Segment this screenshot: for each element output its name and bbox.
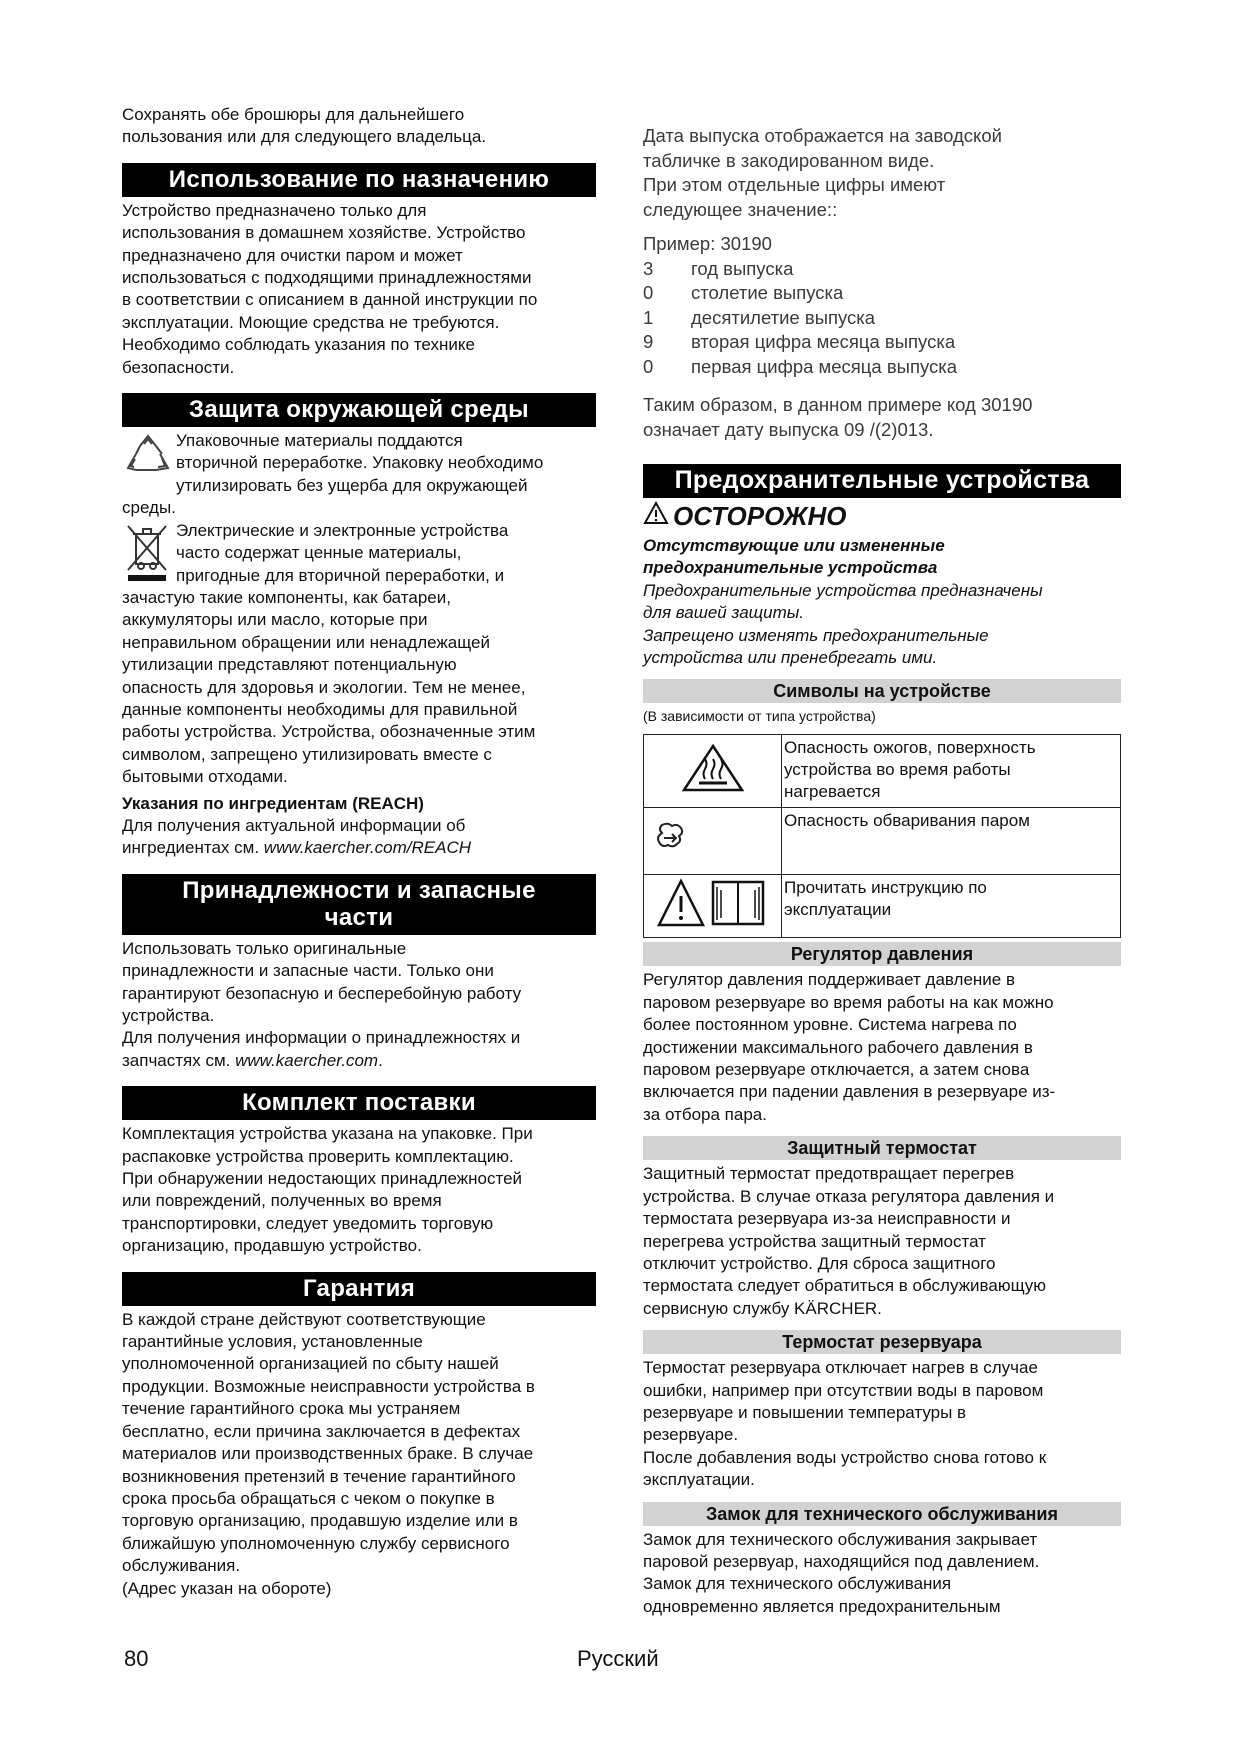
text-span: . bbox=[378, 1050, 383, 1070]
text-line: перегрева устройства защитный термостат bbox=[643, 1231, 986, 1251]
symbol-description bbox=[782, 808, 1121, 875]
text-line: Комплектация устройства указана на упаковке. При bbox=[122, 1124, 533, 1144]
text-line: уполномоченной организацией по сбыту нашей bbox=[122, 1354, 499, 1374]
table-row bbox=[644, 735, 1121, 808]
right-column bbox=[643, 124, 1121, 1618]
text-line: устройства во время работы bbox=[784, 760, 1011, 780]
digit-meaning: столетие выпуска bbox=[691, 282, 844, 303]
text-line: обслуживания. bbox=[122, 1556, 241, 1576]
text-line: (Адрес указан на обороте) bbox=[122, 1578, 332, 1598]
text-line: Дата выпуска отображается на заводской bbox=[643, 125, 1002, 146]
text-line: утилизировать без ущерба для окружающей bbox=[176, 475, 528, 495]
weee-bin-icon bbox=[122, 522, 174, 584]
text-line: продукции. Возможные неисправности устройства в bbox=[122, 1376, 535, 1396]
text-line: Замок для технического обслуживания bbox=[643, 1574, 952, 1594]
text-line: Термостат резервуара отключает нагрев в случае bbox=[643, 1358, 1038, 1378]
hot-surface-icon bbox=[681, 778, 745, 797]
list-item bbox=[643, 281, 1121, 306]
heading-warranty: Гарантия bbox=[122, 1272, 596, 1306]
table-row bbox=[644, 875, 1121, 938]
text-line: нагревается bbox=[784, 782, 881, 802]
digit-meaning: год выпуска bbox=[691, 257, 794, 279]
text-line: более постоянном уровне. Система нагрева по bbox=[643, 1015, 1017, 1035]
text-line: означает дату выпуска 09 /(2)013. bbox=[643, 418, 934, 440]
text-line: Электрические и электронные устройства bbox=[176, 520, 509, 540]
text-line: Опасность обваривания паром bbox=[784, 811, 1030, 831]
text-line: паровом резервуаре отключается, а затем снова bbox=[643, 1060, 1030, 1080]
page-language: Русский bbox=[577, 1646, 659, 1671]
text-line: ближайшую уполномоченную службу сервисного bbox=[122, 1533, 510, 1553]
text-line: В каждой стране действуют соответствующие bbox=[122, 1309, 486, 1329]
text-line: сервисную службу KÄRCHER. bbox=[643, 1298, 882, 1318]
text-line: Прочитать инструкцию по bbox=[784, 878, 987, 898]
digit: 0 bbox=[643, 355, 654, 377]
heading-symbols: Символы на устройстве bbox=[643, 679, 1121, 703]
text-line: резервуаре и повышении температуры в bbox=[643, 1402, 967, 1422]
date-example: Пример: 30190 bbox=[643, 233, 772, 254]
text-line: распаковке устройства проверить комплектацию. bbox=[122, 1146, 514, 1166]
weee-block bbox=[122, 520, 596, 789]
text-line: организацию, продавшую устройство. bbox=[122, 1236, 422, 1256]
text-line: эксплуатации bbox=[784, 900, 892, 920]
symbol-cell bbox=[644, 875, 782, 938]
text-line: термостата резервуара из-за неисправности и bbox=[643, 1209, 1011, 1229]
text-line: Для получения актуальной информации об bbox=[122, 815, 466, 835]
text-line: При обнаружении недостающих принадлежностей bbox=[122, 1169, 523, 1189]
text-line: После добавления воды устройство снова готово к bbox=[643, 1447, 1047, 1467]
text-line: Запрещено изменять предохранительные bbox=[643, 625, 989, 645]
text-line: за отбора пара. bbox=[643, 1104, 767, 1124]
text-line: возникновения претензий в течение гарантийного bbox=[122, 1466, 516, 1486]
text-line: Таким образом, в данном примере код 30190 bbox=[643, 394, 1033, 415]
text-line: использоваться с подходящими принадлежностями bbox=[122, 268, 532, 288]
text-line: утилизации представляют потенциальную bbox=[122, 655, 457, 675]
digit-meaning: вторая цифра месяца выпуска bbox=[691, 331, 956, 352]
text-line: среды. bbox=[122, 498, 176, 518]
symbol-description bbox=[782, 735, 1121, 808]
heading-accessories bbox=[122, 874, 596, 935]
list-item bbox=[643, 330, 1121, 355]
warning-label: ОСТОРОЖНО bbox=[673, 501, 847, 531]
text-line: Отсутствующие или измененные bbox=[643, 536, 945, 555]
text-line: для вашей защиты. bbox=[643, 603, 804, 623]
text-line: бытовыми отходами. bbox=[122, 767, 288, 787]
text-line: предназначено для очистки паром и может bbox=[122, 245, 463, 265]
text-line: паровой резервуар, находящийся под давлением. bbox=[643, 1551, 1040, 1571]
warning-title bbox=[643, 501, 1121, 531]
text-line: безопасности. bbox=[122, 357, 235, 377]
heading-line: Принадлежности и запасные bbox=[182, 876, 536, 904]
text-line: часто содержат ценные материалы, bbox=[176, 543, 462, 563]
text-line: следующее значение:: bbox=[643, 198, 838, 220]
warranty-text bbox=[122, 1309, 596, 1600]
reach-title: Указания по ингредиентам (REACH) bbox=[122, 793, 424, 813]
text-span: запчастях см. bbox=[122, 1050, 236, 1070]
heading-scope-of-delivery: Комплект поставки bbox=[122, 1086, 596, 1120]
symbol-description bbox=[782, 875, 1121, 938]
tank-thermostat-text bbox=[643, 1357, 1121, 1491]
recycle-icon bbox=[122, 432, 174, 486]
text-line: неправильном обращении или ненадлежащей bbox=[122, 632, 490, 652]
text-line: устройства. В случае отказа регулятора давления и bbox=[643, 1186, 1055, 1206]
text-line: паровом резервуаре во время работы на как можно bbox=[643, 992, 1054, 1012]
text-line: Предохранительные устройства предназначены bbox=[643, 580, 1043, 600]
text-line: зачастую такие компоненты, как батареи, bbox=[122, 587, 451, 607]
text-line: использования в домашнем хозяйстве. Устройство bbox=[122, 223, 526, 243]
lock-text bbox=[643, 1529, 1121, 1619]
text-line: работы устройства. Устройства, обозначенные этим bbox=[122, 722, 536, 742]
date-intro bbox=[643, 124, 1121, 222]
kaercher-link[interactable]: www.kaercher.com bbox=[235, 1050, 379, 1070]
text-line: опасность для здоровья и экологии. Тем не менее, bbox=[122, 677, 526, 697]
text-line: табличке в закодированном виде. bbox=[643, 149, 935, 171]
recycle-block bbox=[122, 430, 596, 520]
text-line: Замок для технического обслуживания закрывает bbox=[643, 1529, 1038, 1549]
heading-tank-thermostat: Термостат резервуара bbox=[643, 1330, 1121, 1354]
symbol-cell bbox=[644, 735, 782, 808]
digit: 0 bbox=[643, 282, 654, 303]
list-item bbox=[643, 257, 1121, 282]
heading-environment: Защита окружающей среды bbox=[122, 393, 596, 427]
text-line: торговую организацию, продавшую изделие или в bbox=[122, 1511, 518, 1531]
digit: 3 bbox=[643, 257, 654, 279]
symbol-cell bbox=[644, 808, 782, 875]
text-line: эксплуатации. bbox=[643, 1470, 755, 1490]
accessories-text bbox=[122, 938, 596, 1072]
symbols-note: (В зависимости от типа устройства) bbox=[643, 708, 876, 725]
text-line: При этом отдельные цифры имеют bbox=[643, 174, 946, 195]
intended-use-text bbox=[122, 200, 596, 379]
text-line: пригодные для вторичной переработки, и bbox=[176, 565, 505, 585]
digit-meaning: первая цифра месяца выпуска bbox=[691, 355, 958, 377]
text-line: течение гарантийного срока мы устраняем bbox=[122, 1399, 461, 1419]
text-line: данные компоненты необходимы для правильной bbox=[122, 699, 518, 719]
text-line: Использовать только оригинальные bbox=[122, 938, 407, 958]
heading-maintenance-lock: Замок для технического обслуживания bbox=[643, 1502, 1121, 1526]
text-line: в соответствии с описанием в данной инструкции по bbox=[122, 290, 538, 310]
scope-text bbox=[122, 1123, 596, 1257]
warning-triangle-icon bbox=[643, 501, 673, 531]
steam-icon bbox=[656, 840, 686, 859]
accessories-link-line bbox=[122, 1050, 596, 1072]
text-line: ошибки, например при отсутствии воды в паровом bbox=[643, 1380, 1044, 1400]
heading-line: части bbox=[324, 903, 394, 931]
text-line: срока просьба обращаться с чеком о покупке в bbox=[122, 1488, 495, 1508]
text-line: включается при падении давления в резервуаре из- bbox=[643, 1082, 1056, 1102]
text-line: или повреждений, полученных во время bbox=[122, 1191, 442, 1211]
left-column bbox=[122, 104, 596, 1600]
text-line: Защитный термостат предотвращает перегрев bbox=[643, 1164, 1015, 1184]
text-line: отключит устройство. Для сброса защитного bbox=[643, 1253, 996, 1273]
reach-link[interactable]: www.kaercher.com/REACH bbox=[263, 838, 471, 858]
digit: 9 bbox=[643, 331, 654, 352]
text-line: резервуаре. bbox=[643, 1425, 739, 1445]
text-line: вторичной переработке. Упаковку необходимо bbox=[176, 453, 544, 473]
symbols-table bbox=[643, 734, 1121, 938]
text-line: Для получения информации о принадлежностях и bbox=[122, 1028, 521, 1048]
text-line: символом, запрещено утилизировать вместе с bbox=[122, 744, 492, 764]
digit: 1 bbox=[643, 306, 654, 328]
text-line: устройства. bbox=[122, 1006, 215, 1025]
table-row bbox=[644, 808, 1121, 875]
page-number: 80 bbox=[124, 1646, 149, 1671]
text-line: аккумуляторы или масло, которые при bbox=[122, 610, 428, 630]
text-span: ингредиентах см. bbox=[122, 838, 264, 858]
text-line: материалов или производственных браке. В случае bbox=[122, 1444, 534, 1464]
thermostat-text bbox=[643, 1163, 1121, 1320]
reach-link-line bbox=[122, 837, 596, 859]
text-line: устройства или пренебрегать ими. bbox=[643, 648, 938, 668]
intro-line: пользования или для следующего владельца. bbox=[122, 127, 487, 147]
heading-safety-devices: Предохранительные устройства bbox=[643, 464, 1121, 498]
digit-meaning: десятилетие выпуска bbox=[691, 306, 876, 328]
text-line: эксплуатации. Моющие средства не требуются. bbox=[122, 312, 500, 332]
list-item bbox=[643, 306, 1121, 331]
text-line: транспортировки, следует уведомить торговую bbox=[122, 1213, 494, 1233]
heading-intended-use: Использование по назначению bbox=[122, 163, 596, 197]
text-line: Устройство предназначено только для bbox=[122, 200, 427, 220]
text-line: гарантируют безопасную и бесперебойную работу bbox=[122, 983, 522, 1003]
heading-safety-thermostat: Защитный термостат bbox=[643, 1136, 1121, 1160]
text-line: принадлежности и запасные части. Только они bbox=[122, 961, 494, 981]
text-line: Регулятор давления поддерживает давление в bbox=[643, 970, 1016, 990]
pressure-text bbox=[643, 969, 1121, 1126]
text-line: термостата следует обратиться в обслуживающую bbox=[643, 1276, 1047, 1296]
text-line: одновременно является предохранительным bbox=[643, 1596, 1001, 1616]
list-item bbox=[643, 355, 1121, 380]
text-line: предохранительные устройства bbox=[643, 558, 938, 578]
read-manual-icon bbox=[657, 913, 769, 932]
date-digits-list bbox=[643, 257, 1121, 380]
text-line: бесплатно, если причина заключается в дефектах bbox=[122, 1421, 521, 1441]
text-line: достижении максимального рабочего давления в bbox=[643, 1037, 1033, 1057]
text-line: Опасность ожогов, поверхность bbox=[784, 738, 1036, 758]
text-line: Упаковочные материалы поддаются bbox=[176, 431, 463, 451]
intro-line: Сохранять обе брошюры для дальнейшего bbox=[122, 105, 465, 124]
text-line: гарантийные условия, установленные bbox=[122, 1332, 423, 1352]
text-line: Необходимо соблюдать указания по технике bbox=[122, 335, 475, 355]
heading-pressure-regulator: Регулятор давления bbox=[643, 942, 1121, 966]
